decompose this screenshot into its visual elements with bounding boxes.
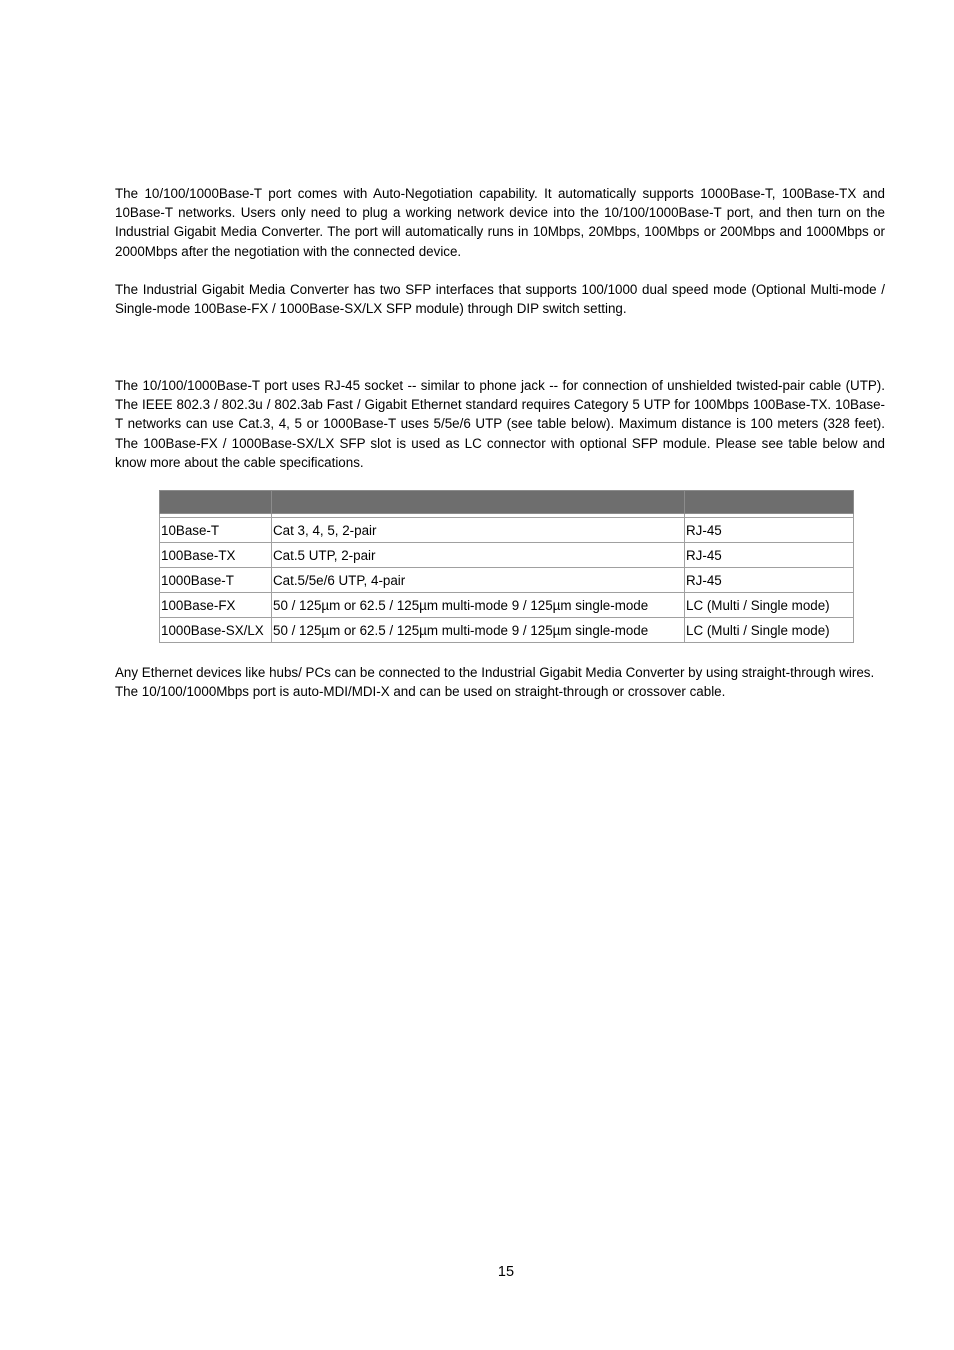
paragraph-sfp-interfaces: The Industrial Gigabit Media Converter has two SFP interfaces that supports 100/1000 dual speed mode (Optional Multi-mode / Single-mode 100Base-FX / 1000Base-SX/LX SFP module) through DIP switch setting. [115,282,885,317]
table-header-cell-connector [685,491,854,514]
cell-standard: 10Base-T [160,518,272,543]
cell-connector: LC (Multi / Single mode) [685,593,854,618]
cable-spec-table [159,490,854,643]
table-header-row [160,491,854,514]
paragraph-straight-through: Any Ethernet devices like hubs/ PCs can be connected to the Industrial Gigabit Media Converter by using straight-through wires. The 10/100/1000Mbps port is auto-MDI/MDI-X and can be used on straight-through or crossover cable. [115,665,875,700]
table-row [160,568,854,593]
table-row [160,518,854,543]
cell-connector: RJ-45 [685,568,854,593]
paragraph-cable-specs: The 10/100/1000Base-T port uses RJ-45 socket -- similar to phone jack -- for connection of unshielded twisted-pair cable (UTP). The IEEE 802.3 / 802.3u / 802.3ab Fast / Gigabit Ethernet standard requires Category 5 UTP for 100Mbps 100Base-TX. 10Base-T networks can use Cat.3, 4, 5 or 1000Base-T uses 5/5e/6 UTP (see table below). Maximum distance is 100 meters (328 feet). The 100Base-FX / 1000Base-SX/LX SFP slot is used as LC connector with optional SFP module. Please see table below and know more about the cable specifications. [115,378,885,470]
cell-connector: RJ-45 [685,543,854,568]
table-header-cell-cable [272,491,685,514]
cell-cable: Cat.5/5e/6 UTP, 4-pair [272,568,685,593]
table-row [160,593,854,618]
cell-connector: RJ-45 [685,518,854,543]
cell-standard: 1000Base-SX/LX [160,618,272,643]
cell-standard: 100Base-FX [160,593,272,618]
cell-cable: Cat 3, 4, 5, 2-pair [272,518,685,543]
cell-standard: 1000Base-T [160,568,272,593]
table-header-cell-standard [160,491,272,514]
cell-cable: Cat.5 UTP, 2-pair [272,543,685,568]
cell-connector: LC (Multi / Single mode) [685,618,854,643]
table-row [160,618,854,643]
cell-cable: 50 / 125µm or 62.5 / 125µm multi-mode 9 / 125µm single-mode [272,618,685,643]
paragraph-auto-negotiation: The 10/100/1000Base-T port comes with Auto-Negotiation capability. It automatically supports 1000Base-T, 100Base-TX and 10Base-T networks. Users only need to plug a working network device into the 10/100/1000Base-T port, and then turn on the Industrial Gigabit Media Converter. The port will automatically runs in 10Mbps, 20Mbps, 100Mbps or 200Mbps and 1000Mbps or 2000Mbps after the negotiation with the connected device. [115,186,885,259]
cell-standard: 100Base-TX [160,543,272,568]
table-row [160,543,854,568]
cell-cable: 50 / 125µm or 62.5 / 125µm multi-mode 9 / 125µm single-mode [272,593,685,618]
page-number: 15 [497,1264,515,1280]
